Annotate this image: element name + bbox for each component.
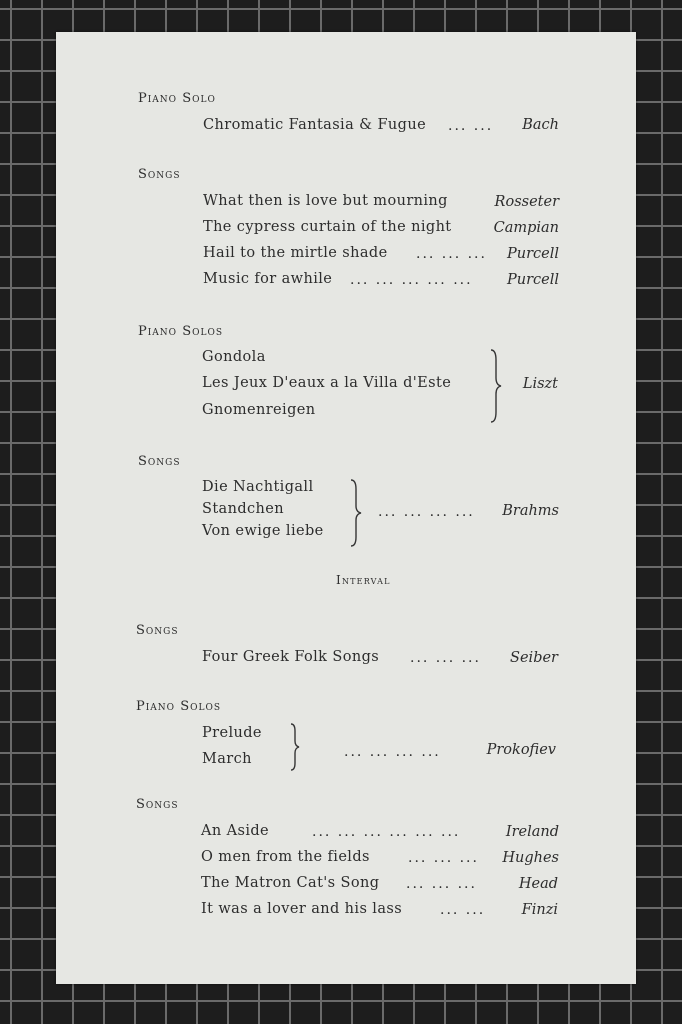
piece-title: March xyxy=(202,751,252,767)
piece-title: Music for awhile xyxy=(203,271,333,287)
composer-name: Campian xyxy=(493,220,559,236)
piece-title: Standchen xyxy=(202,501,285,517)
leader-dots: ... ... ... xyxy=(416,246,487,262)
section-heading: Piano Solos xyxy=(136,699,221,714)
composer-name: Seiber xyxy=(510,650,558,666)
leader-dots: ... ... xyxy=(440,902,486,918)
composer-name: Brahms xyxy=(502,503,559,519)
section-heading: Songs xyxy=(138,454,181,469)
piece-title: Les Jeux D'eaux a la Villa d'Este xyxy=(202,375,452,391)
piece-title: O men from the fields xyxy=(201,849,370,865)
composer-name: Finzi xyxy=(521,902,558,918)
piece-title: Gnomenreigen xyxy=(202,402,316,418)
composer-name: Head xyxy=(518,876,558,892)
piece-title: The Matron Cat's Song xyxy=(201,875,380,891)
leader-dots: ... ... ... ... ... ... xyxy=(312,824,461,840)
piece-title: Gondola xyxy=(202,349,266,365)
section-heading: Songs xyxy=(136,797,179,812)
group-brace xyxy=(348,478,364,548)
composer-name: Purcell xyxy=(506,272,559,288)
programme-sheet xyxy=(56,32,636,984)
interval-label: Interval xyxy=(336,573,391,587)
section-heading: Piano Solo xyxy=(138,91,216,106)
section-heading: Piano Solos xyxy=(138,324,223,339)
piece-title: Von ewige liebe xyxy=(202,523,324,539)
composer-name: Bach xyxy=(522,117,559,133)
composer-name: Purcell xyxy=(506,246,559,262)
composer-name: Rosseter xyxy=(494,194,559,210)
piece-title: The cypress curtain of the night xyxy=(203,219,452,235)
piece-title: Die Nachtigall xyxy=(202,479,314,495)
leader-dots: ... ... ... ... xyxy=(344,744,441,760)
group-brace xyxy=(288,722,302,772)
piece-title: Four Greek Folk Songs xyxy=(202,649,380,665)
piece-title: Hail to the mirtle shade xyxy=(203,245,388,261)
composer-name: Ireland xyxy=(505,824,559,840)
composer-name: Prokofiev xyxy=(486,742,556,758)
piece-title: An Aside xyxy=(201,823,270,839)
section-heading: Songs xyxy=(136,623,179,638)
leader-dots: ... ... xyxy=(448,118,494,134)
piece-title: It was a lover and his lass xyxy=(201,901,403,917)
leader-dots: ... ... ... xyxy=(406,876,477,892)
piece-title: Prelude xyxy=(202,725,262,741)
leader-dots: ... ... ... xyxy=(410,650,481,666)
leader-dots: ... ... ... ... ... xyxy=(350,272,473,288)
composer-name: Liszt xyxy=(522,376,558,392)
composer-name: Hughes xyxy=(502,850,559,866)
group-brace xyxy=(488,348,504,424)
piece-title: Chromatic Fantasia & Fugue xyxy=(203,117,427,133)
piece-title: What then is love but mourning xyxy=(203,193,448,209)
leader-dots: ... ... ... ... xyxy=(378,504,475,520)
leader-dots: ... ... ... xyxy=(408,850,479,866)
section-heading: Songs xyxy=(138,167,181,182)
